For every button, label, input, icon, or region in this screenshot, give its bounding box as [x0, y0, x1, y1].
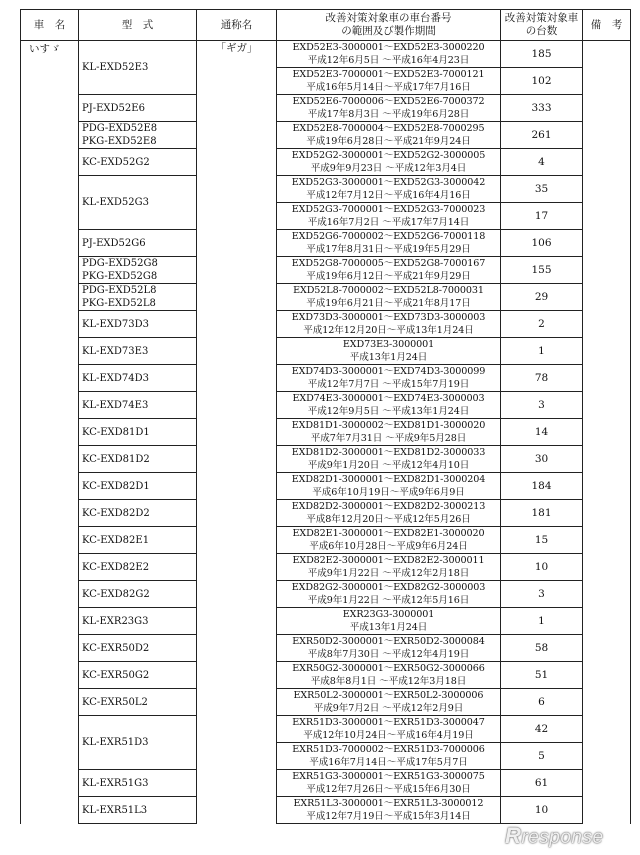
count-cell: 35: [501, 176, 583, 203]
range-cell: [277, 95, 501, 122]
model-code: KC-EXR50L2: [82, 696, 148, 708]
table-row: [21, 149, 631, 176]
chassis-range: EXR50L2-3000001～EXR50L2-3000006: [293, 690, 484, 701]
range-cell: [277, 284, 501, 311]
model-code: KC-EXD82E1: [82, 534, 150, 546]
model-code: KL-EXD74D3: [82, 372, 150, 384]
production-period: 平成9年1月22日 ～平成12年5月16日: [307, 595, 470, 606]
model-cell: [79, 311, 197, 338]
count-cell: 261: [501, 122, 583, 149]
watermark-text: response: [521, 827, 604, 848]
chassis-range: EXD74E3-3000001～EXD74E3-3000003: [292, 393, 485, 404]
count-cell: 6: [501, 689, 583, 716]
model-code: KC-EXD81D1: [82, 426, 150, 438]
count-cell: 106: [501, 230, 583, 257]
table-row: [21, 716, 631, 743]
range-cell: [277, 419, 501, 446]
count-cell: 14: [501, 419, 583, 446]
range-cell: [277, 473, 501, 500]
production-period: 平成12年9月5日 ～平成13年1月24日: [307, 406, 470, 417]
count-cell: 3: [501, 392, 583, 419]
model-code: PDG-EXD52G8: [82, 258, 158, 269]
range-cell: [277, 176, 501, 203]
model-cell: [79, 176, 197, 230]
header-range-line1: 改善対策対象車の車台番号: [325, 12, 452, 24]
header-count: [501, 10, 583, 41]
model-code: KL-EXR51G3: [82, 777, 149, 789]
model-code: KC-EXD82D2: [82, 507, 150, 519]
table-row: [21, 257, 631, 284]
model-cell: [79, 689, 197, 716]
chassis-range: EXD52E8-7000004～EXD52E8-7000295: [292, 123, 485, 134]
table-row: [21, 797, 631, 824]
range-cell: [277, 554, 501, 581]
model-cell: [79, 257, 197, 284]
model-code: KC-EXR50D2: [82, 642, 150, 654]
model-cell: [79, 662, 197, 689]
chassis-range: EXD52G3-7000001～EXD52G3-7000023: [291, 204, 486, 215]
chassis-range: EXD74D3-3000001～EXD74D3-3000099: [291, 366, 486, 377]
model-code: KC-EXD82G2: [82, 588, 150, 600]
chassis-range: EXD82D2-3000001～EXD82D2-3000213: [291, 501, 486, 512]
production-period: 平成19年6月12日～平成21年9月29日: [306, 271, 471, 282]
count-cell: 15: [501, 527, 583, 554]
maker-cell: いすゞ: [21, 41, 79, 824]
table-row: [21, 122, 631, 149]
range-cell: [277, 770, 501, 797]
chassis-range: EXD82D1-3000001～EXD82D1-3000204: [291, 474, 486, 485]
model-cell: [79, 446, 197, 473]
production-period: 平成8年12月20日～平成12年5月26日: [306, 514, 471, 525]
model-cell: [79, 716, 197, 770]
model-code: PDG-EXD52L8: [82, 285, 157, 296]
range-cell: [277, 500, 501, 527]
header-count-line2: の台数: [525, 25, 558, 37]
table-row: [21, 500, 631, 527]
header-model: 型 式: [79, 10, 197, 41]
production-period: 平成12年7月19日～平成15年3月14日: [306, 811, 471, 822]
range-cell: [277, 257, 501, 284]
range-cell: [277, 635, 501, 662]
count-cell: 2: [501, 311, 583, 338]
chassis-range: EXD82G2-3000001～EXD82G2-3000003: [291, 582, 486, 593]
model-code: PJ-EXD52E6: [82, 102, 145, 114]
production-period: 平成9年9月23日 ～平成12年3月4日: [310, 163, 467, 174]
model-code: KL-EXR51D3: [82, 737, 149, 748]
count-cell: 42: [501, 716, 583, 743]
production-period: 平成8年8月1日 ～平成12年3月18日: [310, 676, 467, 687]
chassis-range: EXR50G2-3000001～EXR50G2-3000066: [292, 663, 485, 674]
count-cell: 51: [501, 662, 583, 689]
count-cell: 184: [501, 473, 583, 500]
header-remarks: 備 考: [583, 10, 631, 41]
production-period: 平成9年7月2日 ～平成12年2月9日: [313, 703, 464, 714]
model-cell: [79, 581, 197, 608]
range-cell: [277, 338, 501, 365]
model-code: PKG-EXD52G8: [82, 271, 158, 282]
model-code: KC-EXD81D2: [82, 453, 150, 465]
range-cell: [277, 149, 501, 176]
recall-table-body: [21, 41, 631, 824]
chassis-range: EXR50D2-3000001～EXR50D2-3000084: [292, 636, 485, 647]
header-count-line1: 改善対策対象車: [504, 12, 579, 24]
table-row: [21, 446, 631, 473]
production-period: 平成6年10月19日～平成9年6月9日: [312, 487, 465, 498]
count-cell: 5: [501, 743, 583, 770]
model-code: PJ-EXD52G6: [82, 237, 146, 249]
production-period: 平成17年8月3日 ～平成19年6月28日: [307, 109, 470, 120]
model-cell: [79, 500, 197, 527]
production-period: 平成12年6月5日 ～平成16年4月23日: [307, 55, 470, 66]
model-code: KC-EXR50G2: [82, 669, 150, 681]
range-cell: [277, 41, 501, 68]
chassis-range: EXR51L3-3000001～EXR51L3-3000012: [293, 798, 484, 809]
header-range-line2: の範囲及び製作期間: [341, 25, 436, 37]
range-cell: [277, 311, 501, 338]
chassis-range: EXD81D2-3000001～EXD81D2-3000033: [291, 447, 486, 458]
count-cell: 17: [501, 203, 583, 230]
model-code: KC-EXD82E2: [82, 561, 150, 573]
table-row: [21, 662, 631, 689]
model-code: KL-EXR51L3: [82, 804, 148, 816]
model-cell: [79, 527, 197, 554]
table-row: [21, 176, 631, 203]
count-cell: 29: [501, 284, 583, 311]
count-cell: 30: [501, 446, 583, 473]
production-period: 平成13年1月24日: [349, 622, 428, 633]
count-cell: 3: [501, 581, 583, 608]
model-code: KL-EXD74E3: [82, 399, 149, 411]
count-cell: 58: [501, 635, 583, 662]
model-code: PKG-EXD52L8: [82, 298, 156, 309]
model-cell: [79, 635, 197, 662]
header-range: [277, 10, 501, 41]
count-cell: 10: [501, 797, 583, 824]
table-row: [21, 392, 631, 419]
model-code: PKG-EXD52E8: [82, 136, 157, 147]
model-code: KL-EXD52E3: [82, 62, 149, 73]
table-row: [21, 581, 631, 608]
chassis-range: EXD52L8-7000002～EXD52L8-7000031: [293, 285, 484, 296]
count-cell: 78: [501, 365, 583, 392]
production-period: 平成9年1月20日 ～平成12年4月10日: [307, 460, 470, 471]
production-period: 平成13年1月24日: [349, 352, 428, 363]
table-row: [21, 419, 631, 446]
production-period: 平成16年7月2日 ～平成17年7月14日: [307, 217, 470, 228]
range-cell: [277, 68, 501, 95]
response-logo-icon: R: [505, 823, 522, 848]
count-cell: 1: [501, 608, 583, 635]
table-row: [21, 527, 631, 554]
table-row: [21, 770, 631, 797]
range-cell: [277, 581, 501, 608]
header-common-name: 通称名: [197, 10, 277, 41]
model-cell: [79, 149, 197, 176]
chassis-range: EXR51D3-3000001～EXR51D3-3000047: [292, 717, 485, 728]
production-period: 平成6年10月28日～平成9年6月24日: [309, 541, 468, 552]
count-cell: 4: [501, 149, 583, 176]
chassis-range: EXR51D3-7000002～EXR51D3-7000006: [292, 744, 485, 755]
header-maker: 車 名: [21, 10, 79, 41]
chassis-range: EXD73D3-3000001～EXD73D3-3000003: [291, 312, 486, 323]
remarks-cell: [583, 41, 631, 824]
response-watermark: [505, 823, 604, 849]
model-code: KC-EXD52G2: [82, 156, 150, 168]
count-cell: 61: [501, 770, 583, 797]
model-cell: [79, 338, 197, 365]
count-cell: 10: [501, 554, 583, 581]
common-name-cell: 「ギガ」: [197, 41, 277, 824]
chassis-range: EXR51G3-3000001～EXR51G3-3000075: [292, 771, 485, 782]
table-row: [21, 608, 631, 635]
model-code: KL-EXD73E3: [82, 345, 149, 357]
table-row: [21, 284, 631, 311]
model-cell: [79, 554, 197, 581]
table-row: [21, 689, 631, 716]
range-cell: [277, 689, 501, 716]
model-cell: [79, 473, 197, 500]
range-cell: [277, 392, 501, 419]
production-period: 平成12年10月24日～平成16年4月19日: [303, 730, 474, 741]
table-row: [21, 554, 631, 581]
model-code: KC-EXD82D1: [82, 480, 150, 492]
count-cell: 102: [501, 68, 583, 95]
model-cell: [79, 284, 197, 311]
model-cell: [79, 608, 197, 635]
range-cell: [277, 230, 501, 257]
model-code: KL-EXD73D3: [82, 318, 150, 330]
model-cell: [79, 41, 197, 95]
range-cell: [277, 797, 501, 824]
range-cell: [277, 446, 501, 473]
range-cell: [277, 122, 501, 149]
model-code: PDG-EXD52E8: [82, 123, 158, 134]
model-cell: [79, 797, 197, 824]
chassis-range: EXR23G3-3000001: [342, 609, 435, 620]
range-cell: [277, 203, 501, 230]
production-period: 平成12年7月12日～平成16年4月16日: [306, 190, 471, 201]
model-code: KL-EXR23G3: [82, 615, 149, 627]
model-cell: [79, 419, 197, 446]
chassis-range: EXD82E2-3000001～EXD82E2-3000011: [292, 555, 485, 566]
range-cell: [277, 365, 501, 392]
table-row: [21, 95, 631, 122]
count-cell: 185: [501, 41, 583, 68]
chassis-range: EXD52E3-3000001～EXD52E3-3000220: [292, 42, 485, 53]
model-cell: [79, 770, 197, 797]
count-cell: 181: [501, 500, 583, 527]
range-cell: [277, 743, 501, 770]
count-cell: 155: [501, 257, 583, 284]
table-row: [21, 365, 631, 392]
production-period: 平成12年12月20日～平成13年1月24日: [303, 325, 474, 336]
range-cell: [277, 608, 501, 635]
range-cell: [277, 527, 501, 554]
range-cell: [277, 662, 501, 689]
model-cell: [79, 392, 197, 419]
production-period: 平成9年1月22日 ～平成12年2月18日: [307, 568, 470, 579]
table-row: [21, 311, 631, 338]
table-row: [21, 230, 631, 257]
table-row: [21, 635, 631, 662]
production-period: 平成8年7月30日 ～平成12年4月19日: [307, 649, 470, 660]
recall-table: [20, 9, 631, 824]
chassis-range: EXD82E1-3000001～EXD82E1-3000020: [292, 528, 485, 539]
production-period: 平成12年7月7日 ～平成15年7月19日: [307, 379, 470, 390]
model-cell: [79, 95, 197, 122]
production-period: 平成17年8月31日～平成19年5月29日: [306, 244, 471, 255]
chassis-range: EXD73E3-3000001: [342, 339, 435, 350]
range-cell: [277, 716, 501, 743]
table-row: [21, 41, 631, 68]
chassis-range: EXD52E6-7000006～EXD52E6-7000372: [292, 96, 485, 107]
production-period: 平成16年7月14日～平成17年5月7日: [309, 757, 468, 768]
table-row: [21, 338, 631, 365]
count-cell: 333: [501, 95, 583, 122]
chassis-range: EXD81D1-3000002～EXD81D1-3000020: [291, 420, 486, 431]
model-cell: [79, 122, 197, 149]
count-cell: 1: [501, 338, 583, 365]
production-period: 平成16年5月14日～平成17年7月16日: [306, 82, 471, 93]
production-period: 平成19年6月28日～平成21年9月24日: [306, 136, 471, 147]
model-cell: [79, 365, 197, 392]
model-cell: [79, 230, 197, 257]
chassis-range: EXD52G2-3000001～EXD52G2-3000005: [291, 150, 486, 161]
header-row: [21, 10, 631, 41]
production-period: 平成12年7月26日～平成15年6月30日: [306, 784, 471, 795]
chassis-range: EXD52G8-7000005～EXD52G8-7000167: [291, 258, 486, 269]
table-row: [21, 473, 631, 500]
production-period: 平成19年6月21日～平成21年8月17日: [306, 298, 471, 309]
chassis-range: EXD52G6-7000002～EXD52G6-7000118: [291, 231, 486, 242]
chassis-range: EXD52E3-7000001～EXD52E3-7000121: [292, 69, 485, 80]
model-code: KL-EXD52G3: [82, 197, 150, 208]
production-period: 平成7年7月31日 ～平成9年5月28日: [310, 433, 467, 444]
chassis-range: EXD52G3-3000001～EXD52G3-3000042: [291, 177, 486, 188]
